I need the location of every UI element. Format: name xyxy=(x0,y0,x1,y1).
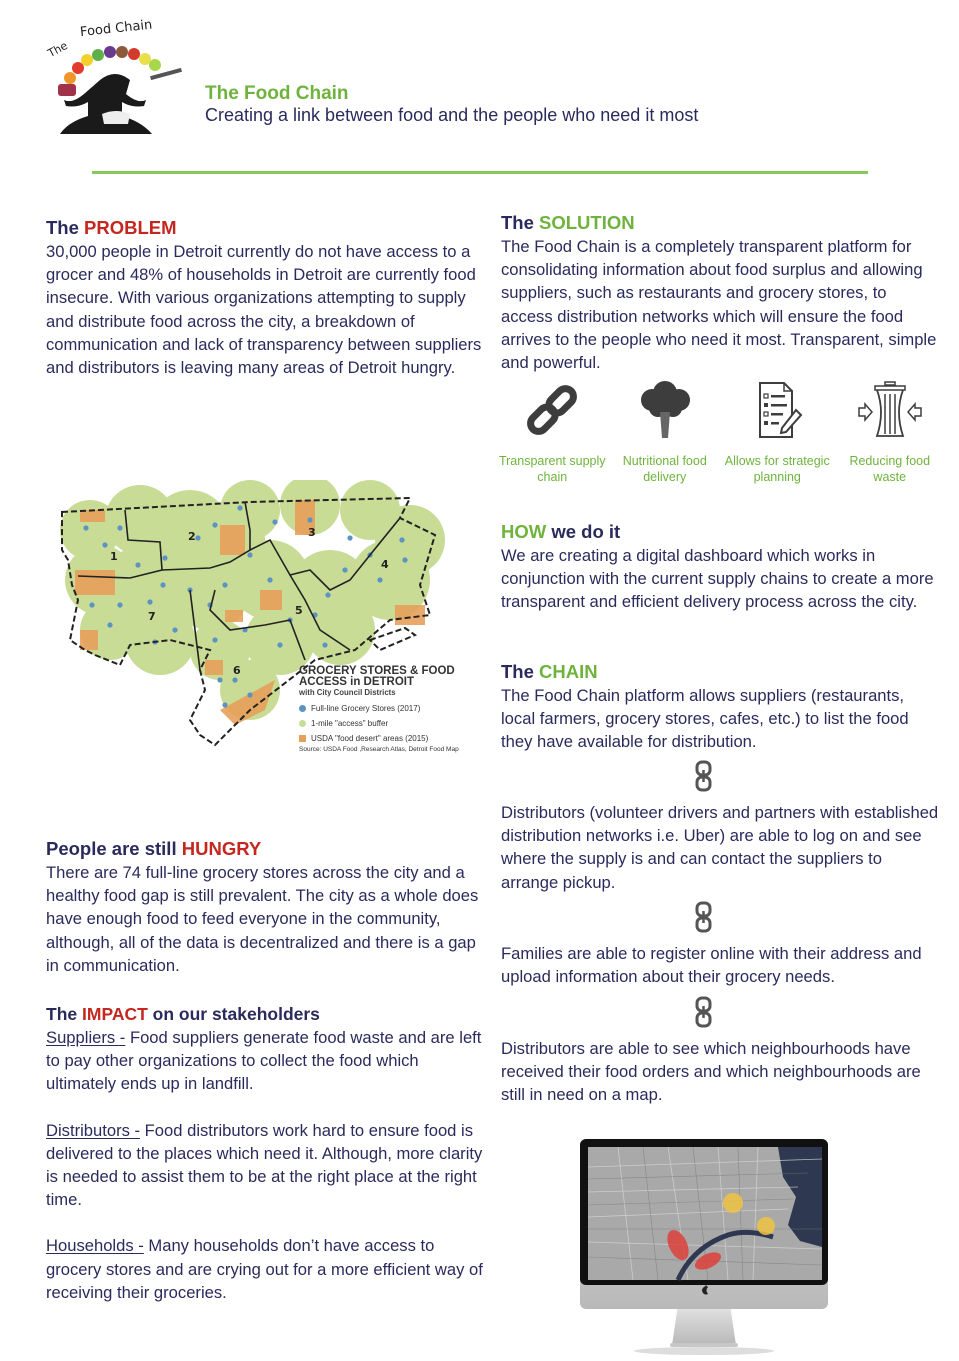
orange-square-icon xyxy=(299,735,306,742)
chain-step-1: The Food Chain platform allows suppliers (restaurants, local farmers, grocery stores, cafes, etc.) to list the food they have available for distribution. xyxy=(501,686,909,752)
feature-nutritional-food-delivery xyxy=(609,380,722,490)
chain-link-icon xyxy=(517,380,587,440)
stakeholder-label: Households - xyxy=(46,1236,144,1256)
chain-step-3: Families are able to register online with their address and upload information about their grocery needs. xyxy=(501,944,922,987)
heading-suffix: on our stakeholders xyxy=(152,1004,320,1024)
problem-heading xyxy=(46,216,486,240)
legend-label: 1-mile "access" buffer xyxy=(311,719,389,728)
chain-link-icon xyxy=(694,996,714,1028)
svg-text:Food Chain: Food Chain xyxy=(79,17,154,41)
feature-transparent-supply-chain xyxy=(496,380,609,490)
how-section xyxy=(501,520,941,614)
stakeholder-text: Many households don’t have access to grocery stores and are crying out for a more efficient way of receiving their groceries. xyxy=(46,1236,483,1302)
district-label: 6 xyxy=(233,664,241,677)
heading-highlight: HOW xyxy=(501,521,547,542)
heading-highlight: SOLUTION xyxy=(539,212,635,233)
brand-tagline: Creating a link between food and the people who need it most xyxy=(205,105,699,125)
blue-dot-icon xyxy=(299,705,306,712)
stakeholder-text: Food distributors work hard to ensure food is delivered to the places which need it. Although, more clarity is needed to assist them to be at the right place at the right time. xyxy=(46,1120,483,1210)
stakeholder-label: Distributors - xyxy=(46,1120,141,1140)
problem-body: 30,000 people in Detroit currently do not have access to a grocer and 48% of households in Detroit are currently food insecure. With various organizations attempting to supply and distribute food across the city, a breakdown of communication and lack of transparency between suppliers and distributors is leaving many areas of Detroit hungry. xyxy=(46,242,482,378)
chain-link-icon xyxy=(694,901,714,933)
district-label: 3 xyxy=(308,526,316,539)
legend-label: Full-line Grocery Stores (2017) xyxy=(311,704,421,713)
heading-highlight: PROBLEM xyxy=(84,217,177,238)
district-label: 7 xyxy=(148,610,156,623)
feature-icons xyxy=(496,380,946,490)
map-title-line2: ACCESS in DETROIT xyxy=(299,676,415,688)
dashboard-monitor-image xyxy=(578,1137,830,1356)
feature-label: Transparent supply chain xyxy=(498,454,606,484)
impact-heading xyxy=(46,1002,486,1026)
solution-section xyxy=(501,211,941,374)
solution-body: The Food Chain is a completely transparent platform for consolidating information about food surplus and allowing suppliers, such as restaurants and grocery stores, to access distribution networks which will ensure the food arrives to the people who need it most. Transparent, simple and powerful. xyxy=(501,237,937,373)
district-label: 4 xyxy=(381,558,389,571)
feature-label: Reducing food waste xyxy=(849,454,931,484)
heading-prefix: The xyxy=(501,661,534,682)
map-legend xyxy=(299,666,489,753)
heading-suffix: we do it xyxy=(551,521,621,542)
impact-section xyxy=(46,1002,486,1304)
feature-strategic-planning xyxy=(721,380,834,490)
stakeholder-households xyxy=(46,1234,486,1304)
chain-link-icon xyxy=(694,760,714,792)
heading-prefix: The xyxy=(46,217,79,238)
hungry-body: There are 74 full-line grocery stores across the city and a healthy food gap is still prevalent. The city as a whole does have enough food to feed everyone in the community, although, all of the data is decentralized and there is a gap in communication. xyxy=(46,863,479,975)
stakeholder-distributors xyxy=(46,1119,486,1212)
heading-prefix: The xyxy=(46,1004,78,1024)
chain-section xyxy=(501,660,941,754)
heading-highlight: IMPACT xyxy=(82,1004,148,1024)
district-label: 2 xyxy=(188,530,196,543)
compress-trash-icon xyxy=(855,380,925,440)
feature-label: Allows for strategic planning xyxy=(724,454,830,484)
legend-item-access-buffer xyxy=(299,716,489,731)
chain-heading xyxy=(501,660,941,684)
feature-reducing-food-waste xyxy=(834,380,947,490)
food-chain-logo xyxy=(40,10,190,138)
detroit-food-access-map xyxy=(50,480,480,765)
hungry-heading xyxy=(46,837,486,861)
how-body: We are creating a digital dashboard which works in conjunction with the current supply chains to create a more transparent and efficient delivery process across the city. xyxy=(501,546,934,612)
stakeholder-text: Food suppliers generate food waste and are left to pay other organizations to collect the food which ultimately ends up in landfill. xyxy=(46,1028,482,1094)
heading-prefix: The xyxy=(501,212,534,233)
green-dot-icon xyxy=(299,720,306,727)
legend-item-grocery-stores xyxy=(299,701,489,716)
district-label: 1 xyxy=(110,550,118,563)
feature-label: Nutritional food delivery xyxy=(622,454,707,484)
header-divider xyxy=(92,171,868,174)
chain-step-2: Distributors (volunteer drivers and partners with established distribution networks i.e. Uber) are able to log on and see where the supply is and can contact the suppliers to arrange pickup. xyxy=(501,803,939,892)
stakeholder-label: Suppliers - xyxy=(46,1028,126,1047)
heading-prefix: People are still xyxy=(46,838,177,859)
broccoli-icon xyxy=(630,380,700,440)
how-heading xyxy=(501,520,941,544)
legend-item-food-desert xyxy=(299,731,489,746)
heading-highlight: HUNGRY xyxy=(181,838,262,859)
heading-highlight: CHAIN xyxy=(539,661,598,682)
solution-heading xyxy=(501,211,941,235)
district-label: 5 xyxy=(295,604,303,617)
stakeholder-suppliers xyxy=(46,1026,486,1096)
brand-title: The Food Chain xyxy=(205,83,349,104)
checklist-pencil-icon xyxy=(742,380,812,440)
problem-section xyxy=(46,216,486,379)
map-source: Source: USDA Food ,Research Atlas, Detroit Food Map xyxy=(299,746,459,753)
map-title-line1: GROCERY STORES & FOOD xyxy=(299,665,455,677)
map-subtitle: with City Council Districts xyxy=(299,688,396,697)
svg-text:The: The xyxy=(45,38,70,61)
hungry-section xyxy=(46,837,486,977)
chain-step-4: Distributors are able to see which neighbourhoods have received their food orders and which neighbourhoods are still in need on a map. xyxy=(501,1039,921,1105)
legend-label: USDA "food desert" areas (2015) xyxy=(311,734,429,743)
